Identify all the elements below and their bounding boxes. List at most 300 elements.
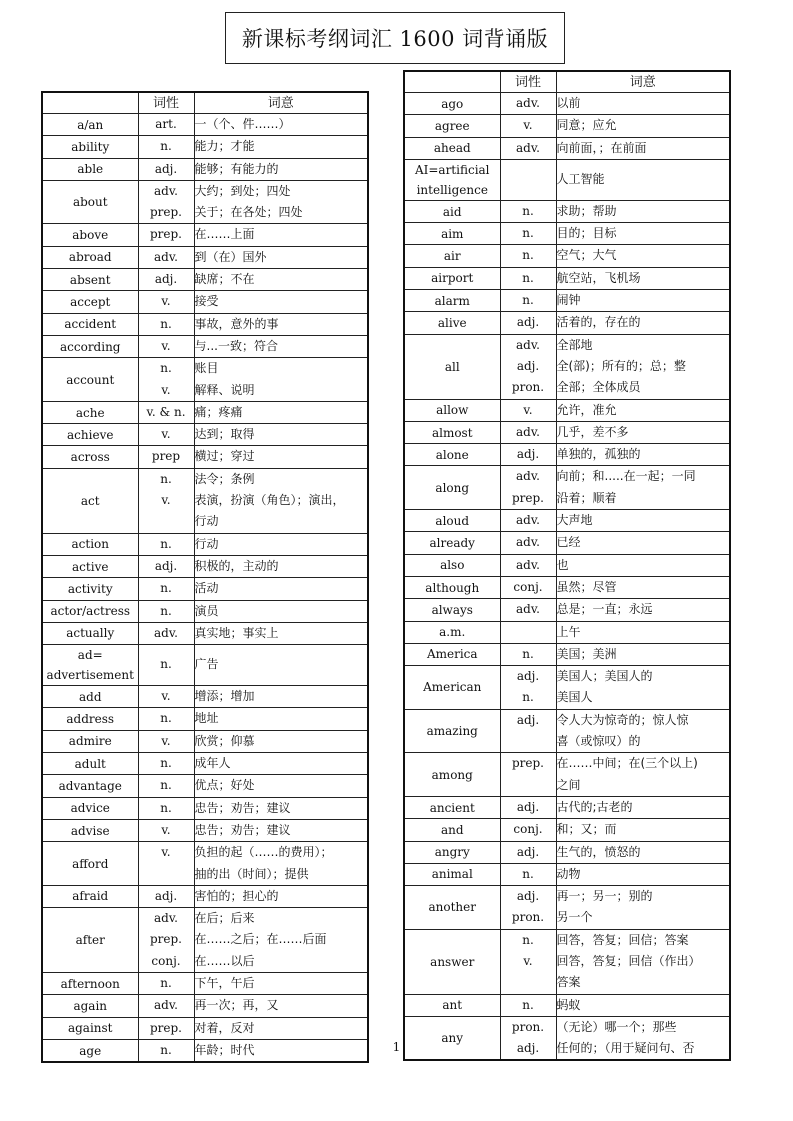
table-row [42, 753, 368, 775]
word-cell [404, 159, 500, 200]
word-cell [42, 446, 138, 468]
table-row [42, 686, 368, 708]
meaning-line: 闹钟 [556, 293, 581, 308]
pos-cell [500, 466, 556, 510]
table-row [42, 797, 368, 819]
meaning-cell [556, 290, 730, 312]
pos-line [139, 864, 194, 885]
word-line: accept [70, 295, 111, 310]
meaning-line: 忠告；劝告；建议 [194, 822, 291, 837]
table-row [404, 444, 730, 466]
word-cell [42, 708, 138, 730]
meaning-line: 与...一致；符合 [194, 338, 278, 353]
pos-line: n. [522, 646, 534, 661]
meaning-cell [194, 972, 368, 994]
table-row [42, 645, 368, 686]
meaning-cell [556, 466, 730, 510]
meaning-line: 任何的；（用于疑问句、否 [556, 1041, 695, 1056]
word-line: intelligence [416, 182, 488, 197]
word-line: ability [71, 139, 110, 154]
meaning-line: 空气；大气 [556, 248, 617, 263]
pos-line: n. [522, 248, 534, 263]
pos-line [501, 622, 556, 643]
meaning-cell [556, 841, 730, 863]
pos-line: prep. [149, 932, 182, 947]
word-line: add [78, 689, 102, 704]
word-cell [42, 908, 138, 973]
table-row [42, 885, 368, 907]
word-line: aim [441, 226, 464, 241]
pos-line [501, 169, 556, 190]
meaning-cell [556, 399, 730, 421]
pos-line: adv. [515, 602, 540, 617]
word-line: able [77, 162, 104, 177]
pos-cell [138, 819, 194, 841]
word-cell [42, 819, 138, 841]
table-row [404, 886, 730, 930]
pos-cell [138, 708, 194, 730]
word-line: along [435, 480, 470, 495]
meaning-line: 能力；才能 [194, 139, 255, 154]
meaning-cell [556, 223, 730, 245]
meaning-line: 回答，答复；回信（作出） [556, 953, 701, 968]
table-row [42, 246, 368, 268]
meaning-line: 另一个 [556, 910, 593, 925]
table-row [42, 446, 368, 468]
meaning-line: 在……中间；在(三个以上) [556, 756, 698, 771]
meaning-line: 美国；美洲 [556, 646, 617, 661]
word-cell [42, 885, 138, 907]
pos-cell [138, 114, 194, 136]
word-line: ant [442, 998, 463, 1013]
pos-line: adv. [515, 513, 540, 528]
meaning-cell [194, 1017, 368, 1039]
meaning-cell [194, 533, 368, 555]
meaning-line: 美国人 [556, 690, 593, 705]
pos-line: v. [523, 118, 533, 133]
pos-line: n. [160, 316, 172, 331]
word-line: advise [70, 823, 110, 838]
table-row [42, 136, 368, 158]
pos-line [501, 775, 556, 796]
pos-cell [138, 358, 194, 402]
word-line: actually [66, 626, 115, 641]
meaning-line: 允许，准允 [556, 402, 617, 417]
meaning-cell [556, 621, 730, 643]
pos-line: v. [161, 382, 171, 397]
word-line: another [428, 900, 476, 915]
pos-cell [138, 246, 194, 268]
meaning-cell [194, 313, 368, 335]
meaning-cell [556, 137, 730, 159]
pos-cell [500, 753, 556, 797]
word-cell [42, 753, 138, 775]
meaning-cell [194, 291, 368, 313]
meaning-cell [556, 709, 730, 753]
meaning-line: 以前 [556, 96, 581, 110]
pos-line: adj. [516, 315, 540, 330]
word-line: age [79, 1043, 102, 1058]
table-row [42, 600, 368, 622]
word-line: about [72, 195, 108, 210]
vocab-table-right [403, 70, 731, 1061]
pos-cell [138, 446, 194, 468]
meaning-cell [194, 136, 368, 158]
meaning-line: 大声地 [556, 513, 593, 528]
pos-cell [500, 200, 556, 222]
pos-line: adv. [515, 535, 540, 550]
word-line: airport [431, 271, 474, 286]
meaning-line: 账目 [194, 361, 219, 376]
pos-line: adj. [516, 669, 540, 684]
meaning-line: 同意；应允 [556, 118, 617, 133]
pos-line: n. [160, 800, 172, 815]
word-line: afraid [72, 889, 109, 904]
pos-cell [138, 995, 194, 1017]
table-header-row [42, 92, 368, 114]
meaning-cell [194, 775, 368, 797]
meaning-cell [556, 994, 730, 1016]
word-cell [42, 468, 138, 533]
word-cell [404, 510, 500, 532]
word-line: America [426, 647, 478, 662]
meaning-line: 接受 [194, 294, 219, 309]
pos-line: n. [160, 975, 172, 990]
meaning-cell [194, 645, 368, 686]
pos-line: adj. [154, 888, 178, 903]
meaning-line: 美国人；美国人的 [556, 669, 653, 684]
word-cell [42, 224, 138, 246]
pos-line: conj. [513, 579, 543, 594]
pos-cell [500, 554, 556, 576]
word-line: aloud [435, 513, 470, 528]
meaning-line: 沿着；顺着 [556, 490, 617, 505]
pos-line: n. [160, 536, 172, 551]
meaning-line: 总是；一直；永远 [556, 602, 653, 617]
word-line: account [66, 372, 115, 387]
pos-line: n. [522, 226, 534, 241]
table-row [404, 334, 730, 399]
pos-line: adv. [515, 140, 540, 155]
meaning-cell [556, 200, 730, 222]
word-cell [404, 421, 500, 443]
table-row [404, 399, 730, 421]
table-row [42, 730, 368, 752]
meaning-line: 下午，午后 [194, 975, 255, 990]
document-title [225, 12, 565, 64]
pos-cell [138, 224, 194, 246]
meaning-cell [556, 267, 730, 289]
pos-line: adv. [153, 998, 178, 1013]
pos-line [139, 511, 194, 532]
pos-line: v. [161, 822, 171, 837]
pos-cell [500, 93, 556, 115]
table-row [404, 200, 730, 222]
table-row [42, 1017, 368, 1039]
word-cell [42, 686, 138, 708]
word-cell [42, 995, 138, 1017]
word-cell [404, 576, 500, 598]
meaning-cell [556, 532, 730, 554]
word-cell [404, 466, 500, 510]
meaning-line: 优点；好处 [194, 778, 255, 793]
pos-cell [500, 994, 556, 1016]
meaning-line: 负担的起（……的费用）； [194, 845, 333, 860]
meaning-cell [556, 929, 730, 994]
meaning-line: 在……以后 [194, 953, 255, 968]
meaning-line: 一（个、件……） [194, 117, 291, 131]
word-line: almost [431, 425, 473, 440]
pos-cell [500, 532, 556, 554]
meaning-cell [556, 159, 730, 200]
pos-cell [500, 223, 556, 245]
word-cell [404, 312, 500, 334]
pos-cell [138, 291, 194, 313]
table-row [42, 358, 368, 402]
meaning-line: 和；又；而 [556, 822, 617, 837]
table-row [404, 929, 730, 994]
pos-line: n. [160, 471, 172, 486]
pos-cell [500, 621, 556, 643]
meaning-line: 单独的，孤独的 [556, 447, 641, 462]
meaning-cell [194, 622, 368, 644]
word-cell [404, 532, 500, 554]
word-line: also [440, 558, 465, 573]
pos-line: adv. [153, 183, 178, 198]
table-row [42, 335, 368, 357]
pos-cell [500, 796, 556, 818]
pos-line: n. [522, 690, 534, 705]
word-line: AI=artificial [414, 162, 490, 177]
pos-line: adj. [154, 272, 178, 287]
pos-line: adj. [516, 889, 540, 904]
meaning-line: 增添；增加 [194, 689, 255, 704]
pos-cell [138, 533, 194, 555]
pos-line: n. [522, 997, 534, 1012]
pos-cell [500, 863, 556, 885]
table-row [42, 313, 368, 335]
word-line: a/an [77, 117, 104, 132]
word-line: adult [74, 756, 106, 771]
table-row [404, 245, 730, 267]
pos-cell [500, 115, 556, 137]
word-cell [42, 797, 138, 819]
pos-line: adv. [515, 469, 540, 484]
word-cell [404, 223, 500, 245]
word-line: ago [441, 96, 464, 111]
word-cell [42, 645, 138, 686]
table-row [404, 863, 730, 885]
pos-line: adj. [154, 558, 178, 573]
meaning-cell [556, 666, 730, 710]
meaning-line: 害怕的；担心的 [194, 888, 279, 903]
meaning-line: 几乎，差不多 [556, 424, 629, 439]
pos-line: n. [160, 756, 172, 771]
word-line: ahead [433, 141, 471, 156]
word-line: angry [434, 845, 470, 860]
word-line: alone [435, 447, 469, 462]
pos-line: v. & n. [146, 404, 186, 419]
pos-cell [138, 600, 194, 622]
meaning-cell [556, 576, 730, 598]
meaning-cell [194, 224, 368, 246]
word-line: afternoon [60, 976, 120, 991]
pos-cell [138, 753, 194, 775]
meaning-line: 在……上面 [194, 227, 255, 242]
pos-line: v. [161, 427, 171, 442]
word-cell [404, 137, 500, 159]
meaning-line: 回答，答复；回信；答案 [556, 932, 689, 947]
meaning-line: 向前；和.....在一起；一同 [556, 469, 696, 484]
word-line: among [431, 767, 473, 782]
word-line: abroad [68, 250, 112, 265]
meaning-cell [556, 753, 730, 797]
header-meaning: 词意 [556, 71, 730, 93]
pos-cell [500, 709, 556, 753]
meaning-line: 答案 [556, 975, 581, 990]
word-cell [42, 313, 138, 335]
word-line: address [66, 712, 115, 727]
pos-cell [138, 972, 194, 994]
word-cell [42, 622, 138, 644]
meaning-line: 大约；到处；四处 [194, 183, 291, 198]
header-pos: 词性 [138, 92, 194, 114]
meaning-cell [194, 753, 368, 775]
pos-cell [500, 666, 556, 710]
word-line: all [444, 359, 460, 374]
pos-line: adv. [515, 337, 540, 352]
pos-cell [500, 290, 556, 312]
word-cell [404, 93, 500, 115]
pos-cell [138, 842, 194, 886]
meaning-cell [194, 335, 368, 357]
pos-line: pron. [511, 1019, 545, 1034]
table-row [42, 424, 368, 446]
pos-cell [138, 622, 194, 644]
table-row [42, 578, 368, 600]
word-cell [42, 114, 138, 136]
word-line: actor/actress [50, 604, 131, 619]
meaning-cell [194, 730, 368, 752]
meaning-cell [194, 246, 368, 268]
meaning-line: 蚂蚁 [556, 997, 581, 1012]
pos-cell [138, 908, 194, 973]
pos-cell [138, 424, 194, 446]
meaning-cell [194, 446, 368, 468]
word-cell [404, 666, 500, 710]
word-cell [404, 334, 500, 399]
table-row [404, 796, 730, 818]
meaning-cell [556, 643, 730, 665]
pos-line: prep. [149, 205, 182, 220]
word-line: active [72, 559, 109, 574]
meaning-cell [194, 995, 368, 1017]
header-pos: 词性 [500, 71, 556, 93]
meaning-line: 成年人 [194, 756, 231, 771]
vocab-table-left [41, 91, 369, 1063]
word-cell [42, 246, 138, 268]
pos-cell [138, 645, 194, 686]
meaning-line: 行动 [194, 514, 219, 529]
meaning-line: 再一；另一；别的 [556, 889, 653, 904]
table-row [404, 599, 730, 621]
pos-line: v. [161, 294, 171, 309]
pos-line: adj. [516, 358, 540, 373]
meaning-line: 在后；后来 [194, 911, 255, 926]
table-row [42, 775, 368, 797]
table-row [42, 468, 368, 533]
word-cell [404, 753, 500, 797]
pos-line: art. [155, 117, 177, 131]
meaning-line: 古代的;古老的 [556, 799, 633, 814]
pos-line: n. [160, 711, 172, 726]
word-line: against [67, 1021, 113, 1036]
meaning-cell [194, 885, 368, 907]
pos-cell [138, 555, 194, 577]
table-row [404, 115, 730, 137]
pos-line: prep. [149, 227, 182, 242]
pos-cell [500, 576, 556, 598]
meaning-line: 地址 [194, 711, 219, 726]
meaning-line: 对着，反对 [194, 1020, 255, 1035]
table-row [404, 841, 730, 863]
word-line: ancient [429, 800, 475, 815]
word-cell [42, 730, 138, 752]
meaning-line: 活着的，存在的 [556, 315, 641, 330]
pos-cell [138, 468, 194, 533]
meaning-cell [556, 510, 730, 532]
pos-line: n. [522, 932, 534, 947]
word-cell [42, 775, 138, 797]
word-line: act [80, 493, 100, 508]
meaning-cell [556, 886, 730, 930]
meaning-line: 喜（或惊叹）的 [556, 734, 641, 749]
meaning-cell [194, 424, 368, 446]
word-line: absent [69, 272, 111, 287]
word-line: across [70, 450, 110, 465]
word-cell [42, 291, 138, 313]
pos-cell [500, 599, 556, 621]
word-cell [404, 245, 500, 267]
meaning-cell [556, 863, 730, 885]
word-cell [42, 424, 138, 446]
meaning-line: 虽然；尽管 [556, 579, 617, 594]
word-cell [404, 886, 500, 930]
pos-cell [500, 510, 556, 532]
pos-line: adj. [516, 447, 540, 462]
pos-line: v. [161, 689, 171, 704]
pos-line: n. [160, 1042, 172, 1057]
meaning-line: 表演，扮演（角色）；演出， [194, 493, 345, 508]
pos-line: n. [160, 361, 172, 376]
table-row [404, 709, 730, 753]
pos-line: v. [161, 493, 171, 508]
meaning-line: 全(部)；所有的；总；整 [556, 358, 686, 373]
word-cell [404, 200, 500, 222]
meaning-line: 事故，意外的事 [194, 316, 279, 331]
word-cell [404, 115, 500, 137]
pos-line: v. [523, 953, 533, 968]
pos-line: adv. [153, 911, 178, 926]
word-cell [42, 269, 138, 291]
table-row [404, 93, 730, 115]
meaning-cell [556, 115, 730, 137]
header-word [42, 92, 138, 114]
word-line: ache [75, 405, 105, 420]
word-line: aid [442, 204, 462, 219]
meaning-cell [556, 599, 730, 621]
meaning-line: 解释、说明 [194, 382, 255, 397]
